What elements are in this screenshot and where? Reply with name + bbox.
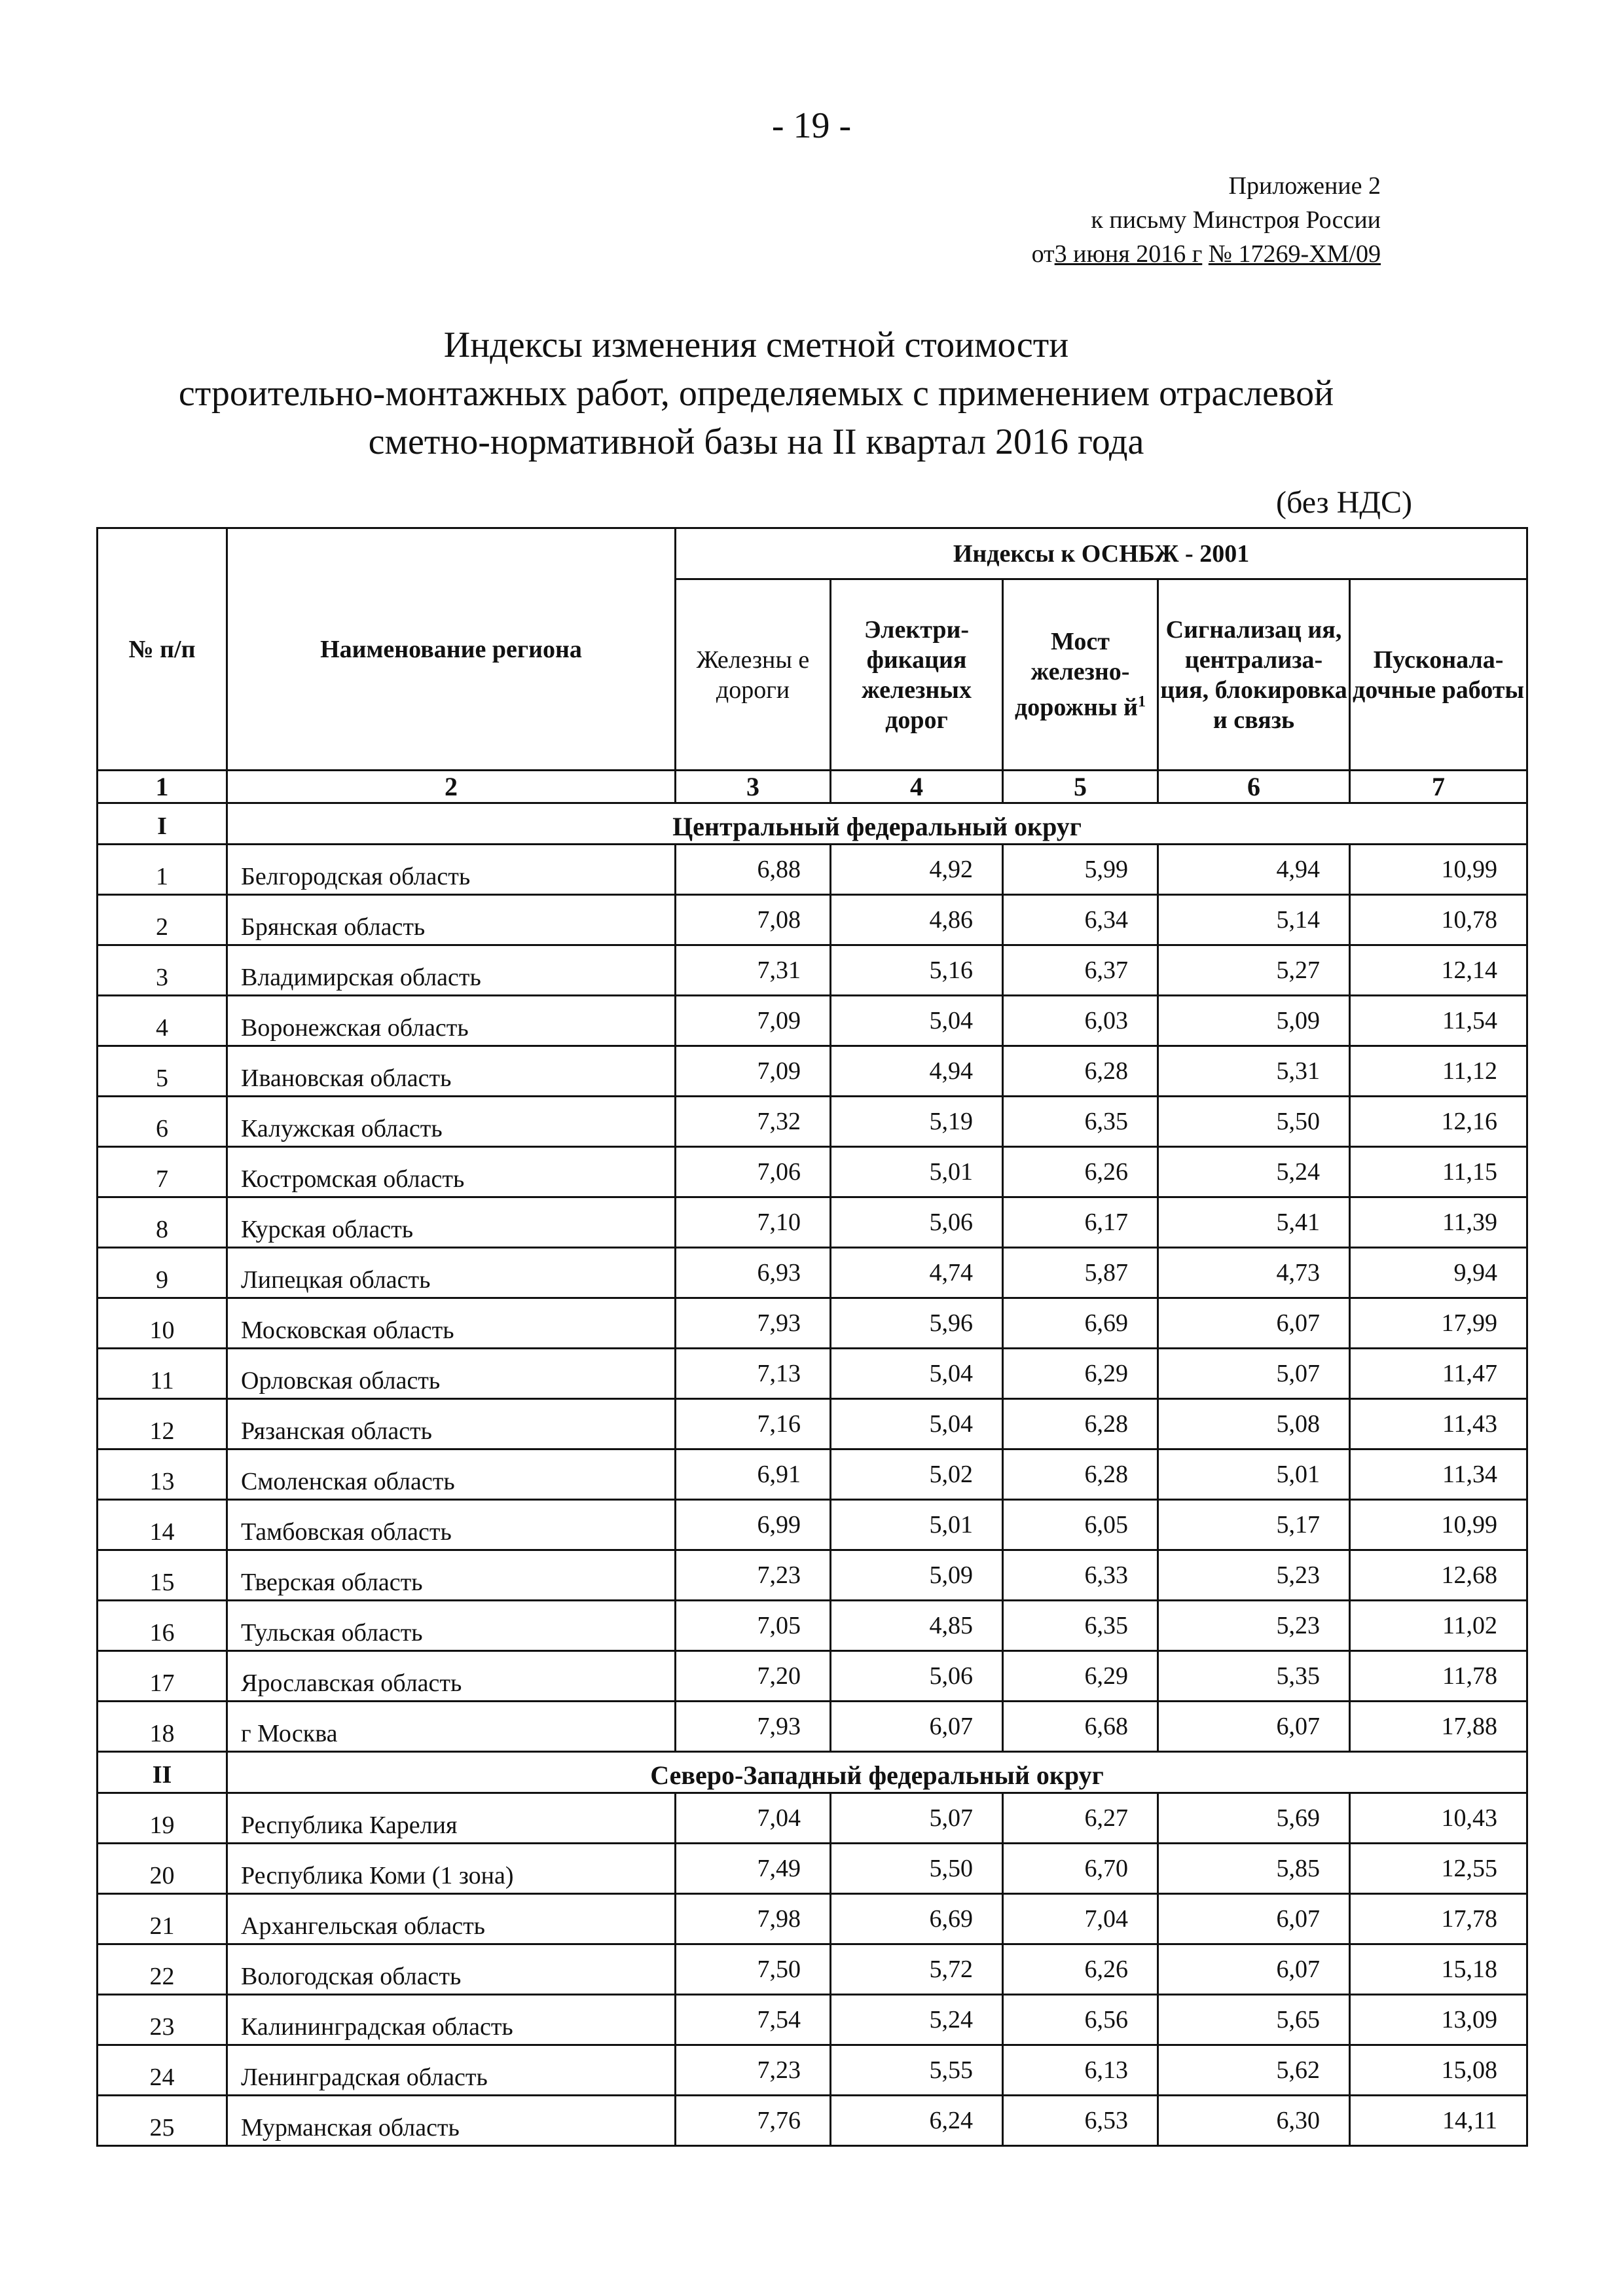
appendix-number: № 17269-ХМ/09	[1208, 240, 1381, 268]
index-value: 5,23	[1158, 1550, 1350, 1601]
row-number: 21	[98, 1894, 227, 1944]
appendix-line3	[1032, 237, 1381, 271]
index-value: 4,92	[831, 845, 1003, 895]
index-value: 6,30	[1158, 2096, 1350, 2146]
index-value: 7,23	[676, 1550, 831, 1601]
index-value: 15,18	[1350, 1944, 1527, 1995]
index-value: 5,01	[831, 1500, 1003, 1550]
index-value: 7,50	[676, 1944, 831, 1995]
header-region: Наименование региона	[227, 528, 676, 771]
row-number: 20	[98, 1844, 227, 1894]
index-value: 11,15	[1350, 1147, 1527, 1197]
index-value: 5,62	[1158, 2045, 1350, 2096]
region-name: Рязанская область	[227, 1399, 676, 1449]
index-value: 10,43	[1350, 1793, 1527, 1844]
column-index: 7	[1350, 771, 1527, 803]
appendix-date: 3 июня 2016 г	[1054, 240, 1203, 268]
table-row	[98, 1702, 1527, 1752]
index-value: 7,13	[676, 1349, 831, 1399]
district-numeral: II	[98, 1752, 227, 1793]
index-value: 4,86	[831, 895, 1003, 945]
region-name: Ивановская область	[227, 1046, 676, 1097]
row-number: 9	[98, 1248, 227, 1298]
column-index: 4	[831, 771, 1003, 803]
index-value: 11,78	[1350, 1651, 1527, 1702]
index-value: 5,04	[831, 996, 1003, 1046]
table-body	[98, 803, 1527, 2146]
region-name: Костромская область	[227, 1147, 676, 1197]
index-value: 17,78	[1350, 1894, 1527, 1944]
region-name: Тульская область	[227, 1601, 676, 1651]
region-name: Московская область	[227, 1298, 676, 1349]
table-row	[98, 895, 1527, 945]
index-value: 6,28	[1003, 1449, 1158, 1500]
index-value: 6,88	[676, 845, 831, 895]
column-index: 1	[98, 771, 227, 803]
appendix-line1: Приложение 2	[1228, 172, 1381, 200]
row-number: 24	[98, 2045, 227, 2096]
index-value: 5,24	[831, 1995, 1003, 2045]
table-row	[98, 1349, 1527, 1399]
index-value: 5,02	[831, 1449, 1003, 1500]
index-value: 4,74	[831, 1248, 1003, 1298]
table-row	[98, 1944, 1527, 1995]
index-value: 5,07	[831, 1793, 1003, 1844]
index-value: 7,06	[676, 1147, 831, 1197]
index-value: 12,14	[1350, 945, 1527, 996]
region-name: Белгородская область	[227, 845, 676, 895]
index-value: 4,85	[831, 1601, 1003, 1651]
row-number: 23	[98, 1995, 227, 2045]
index-value: 7,04	[676, 1793, 831, 1844]
region-name: Калининградская область	[227, 1995, 676, 2045]
index-value: 11,02	[1350, 1601, 1527, 1651]
region-name: Орловская область	[227, 1349, 676, 1399]
document-title	[0, 321, 1512, 466]
title-line3: сметно-нормативной базы на II квартал 2016 года	[368, 422, 1144, 462]
table-row	[98, 2045, 1527, 2096]
region-name: Республика Карелия	[227, 1793, 676, 1844]
index-value: 5,85	[1158, 1844, 1350, 1894]
region-name: Мурманская область	[227, 2096, 676, 2146]
index-value: 6,99	[676, 1500, 831, 1550]
table-row	[98, 996, 1527, 1046]
index-value: 10,99	[1350, 845, 1527, 895]
row-number: 5	[98, 1046, 227, 1097]
column-index: 2	[227, 771, 676, 803]
index-value: 4,94	[1158, 845, 1350, 895]
index-value: 7,32	[676, 1097, 831, 1147]
index-value: 12,68	[1350, 1550, 1527, 1601]
index-value: 5,01	[1158, 1449, 1350, 1500]
index-value: 6,70	[1003, 1844, 1158, 1894]
index-value: 6,07	[1158, 1298, 1350, 1349]
index-value: 5,19	[831, 1097, 1003, 1147]
vat-note: (без НДС)	[1275, 485, 1412, 520]
index-value: 5,35	[1158, 1651, 1350, 1702]
table-row	[98, 2096, 1527, 2146]
index-value: 6,28	[1003, 1046, 1158, 1097]
index-value: 5,09	[1158, 996, 1350, 1046]
row-number: 2	[98, 895, 227, 945]
index-value: 10,78	[1350, 895, 1527, 945]
index-value: 6,26	[1003, 1944, 1158, 1995]
row-number: 19	[98, 1793, 227, 1844]
index-value: 7,76	[676, 2096, 831, 2146]
table-row	[98, 1298, 1527, 1349]
index-value: 5,72	[831, 1944, 1003, 1995]
index-value: 6,13	[1003, 2045, 1158, 2096]
table-row	[98, 1248, 1527, 1298]
index-value: 11,54	[1350, 996, 1527, 1046]
index-value: 5,96	[831, 1298, 1003, 1349]
table-row	[98, 945, 1527, 996]
table-row	[98, 1844, 1527, 1894]
index-value: 11,47	[1350, 1349, 1527, 1399]
header-bridge-footnote: 1	[1137, 693, 1146, 711]
index-value: 12,16	[1350, 1097, 1527, 1147]
appendix-block	[1032, 169, 1381, 271]
region-name: Вологодская область	[227, 1944, 676, 1995]
row-number: 8	[98, 1197, 227, 1248]
index-value: 7,08	[676, 895, 831, 945]
index-value: 7,98	[676, 1894, 831, 1944]
header-index-group: Индексы к ОСНБЖ - 2001	[676, 528, 1527, 579]
index-value: 5,08	[1158, 1399, 1350, 1449]
index-value: 6,68	[1003, 1702, 1158, 1752]
region-name: Ленинградская область	[227, 2045, 676, 2096]
district-numeral: I	[98, 803, 227, 845]
row-number: 18	[98, 1702, 227, 1752]
index-value: 6,24	[831, 2096, 1003, 2146]
index-value: 6,33	[1003, 1550, 1158, 1601]
index-value: 6,35	[1003, 1097, 1158, 1147]
row-number: 22	[98, 1944, 227, 1995]
row-number: 7	[98, 1147, 227, 1197]
index-value: 4,94	[831, 1046, 1003, 1097]
index-value: 5,06	[831, 1197, 1003, 1248]
region-name: Брянская область	[227, 895, 676, 945]
index-value: 11,12	[1350, 1046, 1527, 1097]
header-electrification: Электри- фикация железных дорог	[831, 579, 1003, 771]
index-value: 5,87	[1003, 1248, 1158, 1298]
index-value: 6,93	[676, 1248, 831, 1298]
index-value: 11,43	[1350, 1399, 1527, 1449]
row-number: 10	[98, 1298, 227, 1349]
row-number: 17	[98, 1651, 227, 1702]
index-value: 5,06	[831, 1651, 1003, 1702]
column-index: 3	[676, 771, 831, 803]
index-value: 6,69	[1003, 1298, 1158, 1349]
index-value: 5,99	[1003, 845, 1158, 895]
index-value: 12,55	[1350, 1844, 1527, 1894]
index-value: 6,03	[1003, 996, 1158, 1046]
table-row	[98, 1147, 1527, 1197]
table-row	[98, 1046, 1527, 1097]
district-row	[98, 1752, 1527, 1793]
index-value: 11,34	[1350, 1449, 1527, 1500]
index-value: 7,04	[1003, 1894, 1158, 1944]
index-value: 6,29	[1003, 1349, 1158, 1399]
index-value: 6,05	[1003, 1500, 1158, 1550]
index-value: 5,07	[1158, 1349, 1350, 1399]
index-value: 5,01	[831, 1147, 1003, 1197]
table-row	[98, 1449, 1527, 1500]
index-value: 7,05	[676, 1601, 831, 1651]
table-row	[98, 1399, 1527, 1449]
district-row	[98, 803, 1527, 845]
index-value: 7,54	[676, 1995, 831, 2045]
row-number: 14	[98, 1500, 227, 1550]
title-line1: Индексы изменения сметной стоимости	[443, 325, 1069, 365]
index-value: 4,73	[1158, 1248, 1350, 1298]
row-number: 16	[98, 1601, 227, 1651]
row-number: 3	[98, 945, 227, 996]
table-row	[98, 1651, 1527, 1702]
index-value: 7,20	[676, 1651, 831, 1702]
index-value: 6,37	[1003, 945, 1158, 996]
region-name: Курская область	[227, 1197, 676, 1248]
index-value: 6,27	[1003, 1793, 1158, 1844]
header-bridge-text: Мост железно- дорожны й	[1015, 628, 1138, 721]
region-name: Республика Коми (1 зона)	[227, 1844, 676, 1894]
index-value: 6,07	[1158, 1944, 1350, 1995]
region-name: Владимирская область	[227, 945, 676, 996]
page-number: - 19 -	[771, 105, 852, 146]
region-name: Ярославская область	[227, 1651, 676, 1702]
row-number: 11	[98, 1349, 227, 1399]
index-value: 7,10	[676, 1197, 831, 1248]
table-row	[98, 1500, 1527, 1550]
table-row	[98, 1601, 1527, 1651]
index-value: 7,23	[676, 2045, 831, 2096]
index-value: 6,07	[1158, 1702, 1350, 1752]
index-value: 5,50	[831, 1844, 1003, 1894]
appendix-from: от	[1031, 240, 1055, 268]
index-value: 5,04	[831, 1349, 1003, 1399]
index-value: 5,41	[1158, 1197, 1350, 1248]
index-value: 6,56	[1003, 1995, 1158, 2045]
column-index-row	[98, 771, 1527, 803]
row-number: 12	[98, 1399, 227, 1449]
index-value: 5,69	[1158, 1793, 1350, 1844]
index-value: 7,93	[676, 1702, 831, 1752]
row-number: 25	[98, 2096, 227, 2146]
index-value: 5,09	[831, 1550, 1003, 1601]
index-value: 15,08	[1350, 2045, 1527, 2096]
index-value: 6,35	[1003, 1601, 1158, 1651]
index-value: 14,11	[1350, 2096, 1527, 2146]
table-row	[98, 1097, 1527, 1147]
row-number: 4	[98, 996, 227, 1046]
index-value: 6,26	[1003, 1147, 1158, 1197]
index-value: 17,99	[1350, 1298, 1527, 1349]
region-name: г Москва	[227, 1702, 676, 1752]
column-index: 5	[1003, 771, 1158, 803]
row-number: 15	[98, 1550, 227, 1601]
table-row	[98, 1995, 1527, 2045]
region-name: Калужская область	[227, 1097, 676, 1147]
row-number: 13	[98, 1449, 227, 1500]
table-row	[98, 1197, 1527, 1248]
index-table	[96, 527, 1528, 2147]
header-commissioning: Пусконала- дочные работы	[1350, 579, 1527, 771]
index-value: 5,31	[1158, 1046, 1350, 1097]
index-value: 6,07	[1158, 1894, 1350, 1944]
table-row	[98, 1550, 1527, 1601]
district-name: Северо-Западный федеральный округ	[227, 1752, 1527, 1793]
index-value: 5,55	[831, 2045, 1003, 2096]
index-value: 5,24	[1158, 1147, 1350, 1197]
index-value: 5,27	[1158, 945, 1350, 996]
index-value: 7,49	[676, 1844, 831, 1894]
index-value: 5,50	[1158, 1097, 1350, 1147]
index-value: 6,07	[831, 1702, 1003, 1752]
title-line2: строительно-монтажных работ, определяемых с применением отраслевой	[178, 373, 1334, 414]
index-value: 7,93	[676, 1298, 831, 1349]
index-value: 7,31	[676, 945, 831, 996]
index-value: 11,39	[1350, 1197, 1527, 1248]
index-value: 5,16	[831, 945, 1003, 996]
header-signaling: Сигнализац ия, централиза- ция, блокировка и связь	[1158, 579, 1350, 771]
header-bridge	[1003, 579, 1158, 771]
index-value: 6,28	[1003, 1399, 1158, 1449]
table-row	[98, 1894, 1527, 1944]
index-value: 7,09	[676, 1046, 831, 1097]
index-value: 17,88	[1350, 1702, 1527, 1752]
index-value: 6,69	[831, 1894, 1003, 1944]
region-name: Смоленская область	[227, 1449, 676, 1500]
header-railways: Железны е дороги	[676, 579, 831, 771]
row-number: 6	[98, 1097, 227, 1147]
index-value: 7,09	[676, 996, 831, 1046]
region-name: Тверская область	[227, 1550, 676, 1601]
index-value: 5,65	[1158, 1995, 1350, 2045]
index-value: 6,34	[1003, 895, 1158, 945]
index-value: 9,94	[1350, 1248, 1527, 1298]
region-name: Архангельская область	[227, 1894, 676, 1944]
row-number: 1	[98, 845, 227, 895]
index-value: 5,04	[831, 1399, 1003, 1449]
index-value: 5,23	[1158, 1601, 1350, 1651]
header-number: № п/п	[98, 528, 227, 771]
index-value: 7,16	[676, 1399, 831, 1449]
appendix-line2: к письму Минстроя России	[1091, 206, 1381, 234]
region-name: Тамбовская область	[227, 1500, 676, 1550]
column-index: 6	[1158, 771, 1350, 803]
index-value: 13,09	[1350, 1995, 1527, 2045]
index-value: 10,99	[1350, 1500, 1527, 1550]
index-value: 6,29	[1003, 1651, 1158, 1702]
index-value: 5,17	[1158, 1500, 1350, 1550]
table-row	[98, 845, 1527, 895]
index-value: 5,14	[1158, 895, 1350, 945]
index-value: 6,17	[1003, 1197, 1158, 1248]
region-name: Липецкая область	[227, 1248, 676, 1298]
table-row	[98, 1793, 1527, 1844]
index-value: 6,91	[676, 1449, 831, 1500]
district-name: Центральный федеральный округ	[227, 803, 1527, 845]
region-name: Воронежская область	[227, 996, 676, 1046]
index-value: 6,53	[1003, 2096, 1158, 2146]
